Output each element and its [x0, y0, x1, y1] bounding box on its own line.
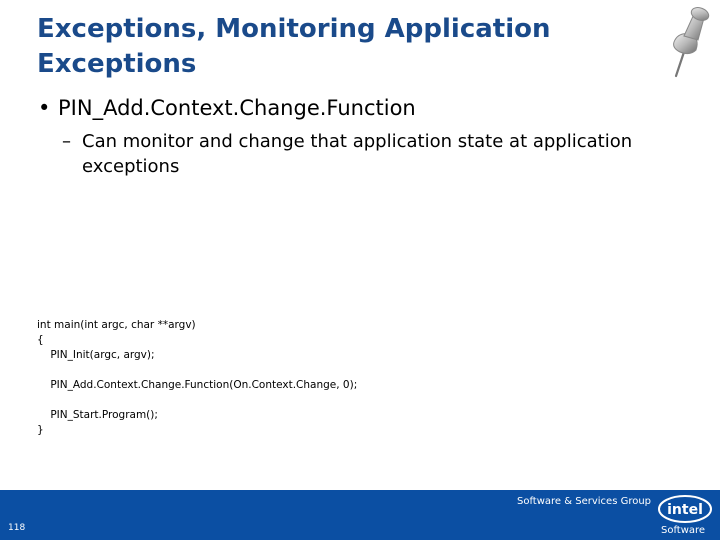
- bullet-level-1: [38, 94, 678, 122]
- code-line: {: [37, 334, 44, 346]
- bullet-level-1-text: PIN_Add.Context.Change.Function: [58, 96, 416, 120]
- code-line: [37, 393, 537, 408]
- code-line: }: [37, 424, 44, 436]
- code-line: PIN_Start.Program();: [37, 409, 158, 421]
- footer-group-label: Software & Services Group: [517, 496, 652, 507]
- software-label: Software: [661, 525, 706, 536]
- bullet-level-2: [62, 129, 642, 179]
- page-number: 118: [8, 523, 26, 533]
- code-line: [37, 363, 537, 378]
- bullet-dot: •: [38, 96, 51, 120]
- code-line: int main(int argc, char **argv): [37, 319, 196, 331]
- intel-logo-text: intel: [667, 502, 703, 518]
- bullet-level-2-text: Can monitor and change that application state at application exceptions: [82, 131, 633, 177]
- code-block: [37, 318, 537, 438]
- slide-title: Exceptions, Monitoring Application Exceptions: [37, 14, 551, 79]
- code-line: PIN_Init(argc, argv);: [37, 349, 155, 361]
- code-line: PIN_Add.Context.Change.Function(On.Context.Change, 0);: [37, 379, 358, 391]
- bullet-dash: –: [62, 131, 71, 152]
- pushpin-icon: [660, 2, 718, 78]
